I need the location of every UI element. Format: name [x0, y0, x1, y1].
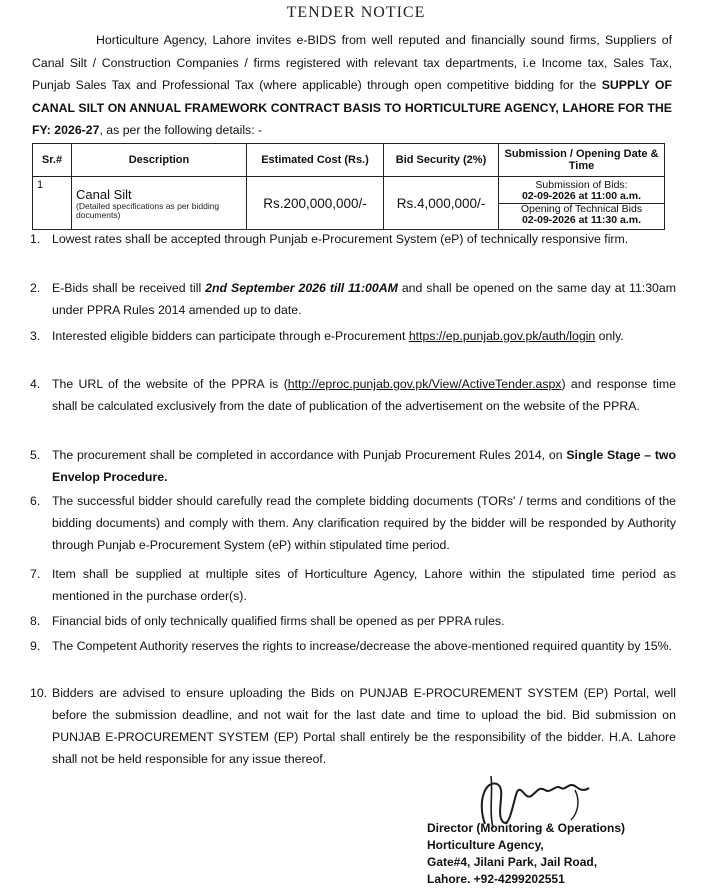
header-bid-security: Bid Security (2%) [384, 144, 499, 177]
tender-details-table [32, 143, 665, 230]
item-number: 5. [30, 448, 41, 462]
item-text-part: E-Bids shall be received till [52, 281, 206, 295]
submission-label: Submission of Bids: [535, 178, 628, 191]
item-text: Bidders are advised to ensure uploading the Bids on PUNJAB E-PROCUREMENT SYSTEM (EP) Portal, well before the submission deadline, and not wait for the last date and time to upload the bid. Bid submission on PUNJAB E-PROCUREMENT SYSTEM (EP) Portal shall entirely be the responsibility of the bidder. H.A. Lahore shall not be held responsible for any issue thereof. [52, 686, 676, 766]
cell-description [72, 177, 247, 230]
item-text: Financial bids of only technically qualified firms shall be opened as per PPRA rules. [52, 614, 505, 628]
header-estimated-cost: Estimated Cost (Rs.) [247, 144, 384, 177]
intro-bold-text: SUPPLY OF CANAL SILT ON ANNUAL FRAMEWORK CONTRACT BASIS TO HORTICULTURE AGENCY, LAHORE FOR THE FY: 2026-27 [32, 78, 673, 137]
item-number: 1. [30, 232, 41, 246]
ppra-tender-link[interactable]: http://eproc.punjab.gov.pk/View/ActiveTender.aspx [287, 377, 562, 391]
item-text [52, 277, 676, 321]
opening-block [499, 203, 664, 227]
item-text: Item shall be supplied at multiple sites of Horticulture Agency, Lahore within the stipulated time period as mentioned in the purchase order(s). [52, 567, 676, 603]
cell-dates [499, 177, 665, 230]
header-submission-opening: Submission / Opening Date & Time [499, 144, 665, 177]
table-header-row [33, 144, 665, 177]
item-text [52, 325, 676, 347]
cell-sr: 1 [33, 177, 72, 230]
item-text [52, 444, 676, 488]
cell-bid-security: Rs.4,000,000/- [384, 177, 499, 230]
item-number: 8. [30, 614, 41, 628]
header-sr: Sr.# [33, 144, 72, 177]
submission-value: 02-09-2026 at 11:00 a.m. [521, 190, 642, 202]
item-number: 3. [30, 329, 41, 343]
item-text: The successful bidder should carefully read the complete bidding documents (TORs' / terms and conditions of the bidding documents) and comply with them. Any clarification required by the bidder will be responded by Authority through Punjab e-Procurement System (eP) within stipulated time period. [52, 494, 676, 552]
header-description: Description [72, 144, 247, 177]
notice-title: TENDER NOTICE [286, 4, 426, 21]
item-number: 2. [30, 281, 41, 295]
cell-estimated-cost: Rs.200,000,000/- [247, 177, 384, 230]
submission-block [499, 180, 664, 203]
procedure-text: Single Stage – two Envelop Procedure. [52, 448, 676, 484]
intro-text-1: Horticulture Agency, Lahore invites e-BIDS from well reputed and financially sound firms, Suppliers of Canal Silt / Construction Companies / firms registered with relevant tax departments, i.e Income tax, Sales Tax, Punjab Sales Tax and Professional Tax (where applicable) through open competitive bidding for the [32, 33, 672, 92]
item-text-part: Interested eligible bidders can participate through e-Procurement [52, 329, 409, 343]
item-number: 9. [30, 639, 41, 653]
opening-value: 02-09-2026 at 11:30 a.m. [521, 214, 642, 226]
item-text-part: only. [595, 329, 624, 343]
item-number: 4. [30, 377, 41, 391]
item-note: (Detailed specifications as per bidding documents) [76, 200, 220, 220]
signatory-block [427, 820, 707, 888]
signatory-contact: Lahore. +92-4299202551 [427, 872, 565, 886]
intro-paragraph [32, 29, 672, 142]
item-text-part: The URL of the website of the PPRA is ( [52, 377, 288, 391]
signatory-title: Director (Monitoring & Operations) [427, 821, 625, 835]
item-number: 7. [30, 567, 41, 581]
opening-label: Opening of Technical Bids [520, 202, 643, 215]
item-text-part: The procurement shall be completed in accordance with Punjab Procurement Rules 2014, on [52, 448, 567, 462]
table-row [33, 177, 665, 230]
ep-login-link[interactable]: https://ep.punjab.gov.pk/auth/login [408, 329, 596, 343]
deadline-text: 2nd September 2026 till 11:00AM [205, 281, 398, 295]
item-text [52, 373, 676, 417]
item-name: Canal Silt [76, 186, 132, 202]
item-text: The Competent Authority reserves the rights to increase/decrease the above-mentioned required quantity by 15%. [52, 639, 672, 653]
signatory-agency: Horticulture Agency, [427, 838, 544, 852]
item-number: 6. [30, 494, 41, 508]
item-number: 10. [30, 686, 48, 700]
signatory-address: Gate#4, Jilani Park, Jail Road, [427, 855, 598, 869]
item-text: Lowest rates shall be accepted through Punjab e-Procurement System (eP) of technically responsive firm. [52, 232, 629, 246]
item-text-part: and shall be opened on the same day at 11:30am under PPRA Rules 2014 amended up to date. [52, 281, 676, 317]
intro-text-2: , as per the following details: - [99, 123, 263, 137]
item-text-part: ) and response time shall be calculated exclusively from the date of publication of the advertisement on the website of the PPRA. [52, 377, 676, 413]
